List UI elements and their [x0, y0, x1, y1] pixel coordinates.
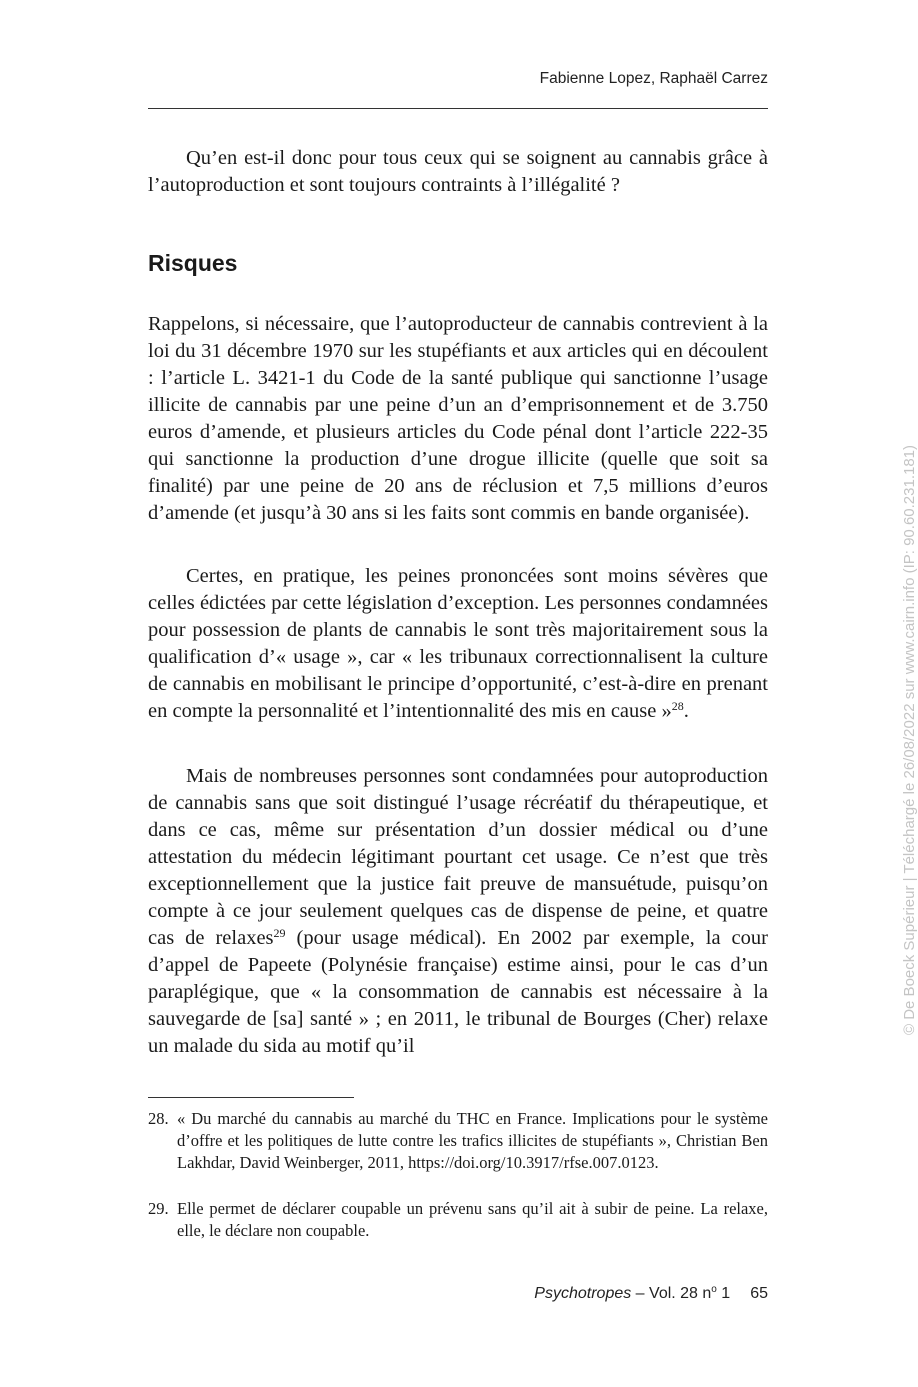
section-heading: Risques [148, 250, 238, 276]
footnote-28 [148, 1108, 768, 1174]
page-number: 65 [750, 1285, 768, 1302]
paragraph-3 [148, 763, 768, 1060]
journal-volume: – Vol. 28 n [631, 1285, 712, 1302]
footnote-ref-28: 28 [671, 699, 684, 713]
footnote-number: 29. [148, 1199, 169, 1218]
journal-title: Psychotropes [534, 1285, 632, 1302]
footnote-29 [148, 1198, 768, 1242]
running-head-authors: Fabienne Lopez, Raphaël Carrez [539, 70, 768, 87]
paragraph-2 [148, 563, 768, 725]
footnote-rule [148, 1097, 354, 1098]
paragraph-3-text-b: (pour usage médical). En 2002 par exemple, la cour d’appel de Papeete (Polynésie française) estime ainsi, pour le cas d’un paraplégique, que « la consommation de cannabis est nécessaire à la sauvegarde de [sa] santé » ; en 2011, le tribunal de Bourges (Cher) relaxe un malade du sida au motif qu’il [148, 927, 768, 1057]
journal-issue: 1 [716, 1285, 731, 1302]
page-footer [148, 1285, 768, 1303]
footnote-number: 28. [148, 1109, 169, 1128]
download-watermark: © De Boeck Supérieur | Téléchargé le 26/08/2022 sur www.cairn.info (IP: 90.60.231.181) [901, 444, 918, 1035]
paragraph-2-text: Certes, en pratique, les peines prononcées sont moins sévères que celles édictées par cette législation d’exception. Les personnes condamnées pour possession de plants de cannabis le sont très majoritairement sous la qualification d’« usage », car « les tribunaux correctionnalisent la culture de cannabis en mobilisant le principe d’opportunité, c’est-à-dire en prenant en compte la personnalité et l’intentionnalité des mis en cause » [148, 565, 768, 722]
paragraph-1: Rappelons, si nécessaire, que l’autoproducteur de cannabis contrevient à la loi du 31 décembre 1970 sur les stupéfiants et aux articles qui en découlent : l’article L. 3421-1 du Code de la santé publique qui sanctionne l’usage illicite de cannabis par une peine d’un an d’emprisonnement et de 3.750 euros d’amende, et plusieurs articles du Code pénal dont l’article 222-35 qui sanctionne la production d’une drogue illicite (quelle que soit sa finalité) par une peine de 20 ans de réclusion et 7,5 millions d’euros d’amende (et jusqu’à 30 ans si les faits sont commis en bande organisée). [148, 313, 768, 524]
header-rule [148, 108, 768, 109]
footnote-text: Elle permet de déclarer coupable un prévenu sans qu’il ait à subir de peine. La relaxe, elle, le déclare non coupable. [177, 1199, 768, 1240]
footnote-ref-29: 29 [273, 926, 286, 940]
issue-superscript: o [711, 1284, 717, 1295]
paragraph-3-text-a: Mais de nombreuses personnes sont condamnées pour autoproduction de cannabis sans que soit distingué l’usage récréatif du thérapeutique, et dans ce cas, même sur présentation d’un dossier médical ou d’une attestation du médecin légitimant pourtant cet usage. Ce n’est que très exceptionnellement que la justice fait preuve de mansuétude, puisqu’on compte à ce jour seulement quelques cas de dispense de peine, et quatre cas de relaxes [148, 765, 768, 949]
intro-paragraph: Qu’en est-il donc pour tous ceux qui se soignent au cannabis grâce à l’autoproduction et sont toujours contraints à l’illégalité ? [148, 147, 768, 196]
paragraph-2-end: . [683, 700, 689, 722]
footnote-text: « Du marché du cannabis au marché du THC en France. Implications pour le système d’offre et les politiques de lutte contre les trafics illicites de stupéfiants », Christian Ben Lakhdar, David Weinberger, 2011, https://doi.org/10​.3917/rfse.007.0123. [177, 1109, 768, 1172]
